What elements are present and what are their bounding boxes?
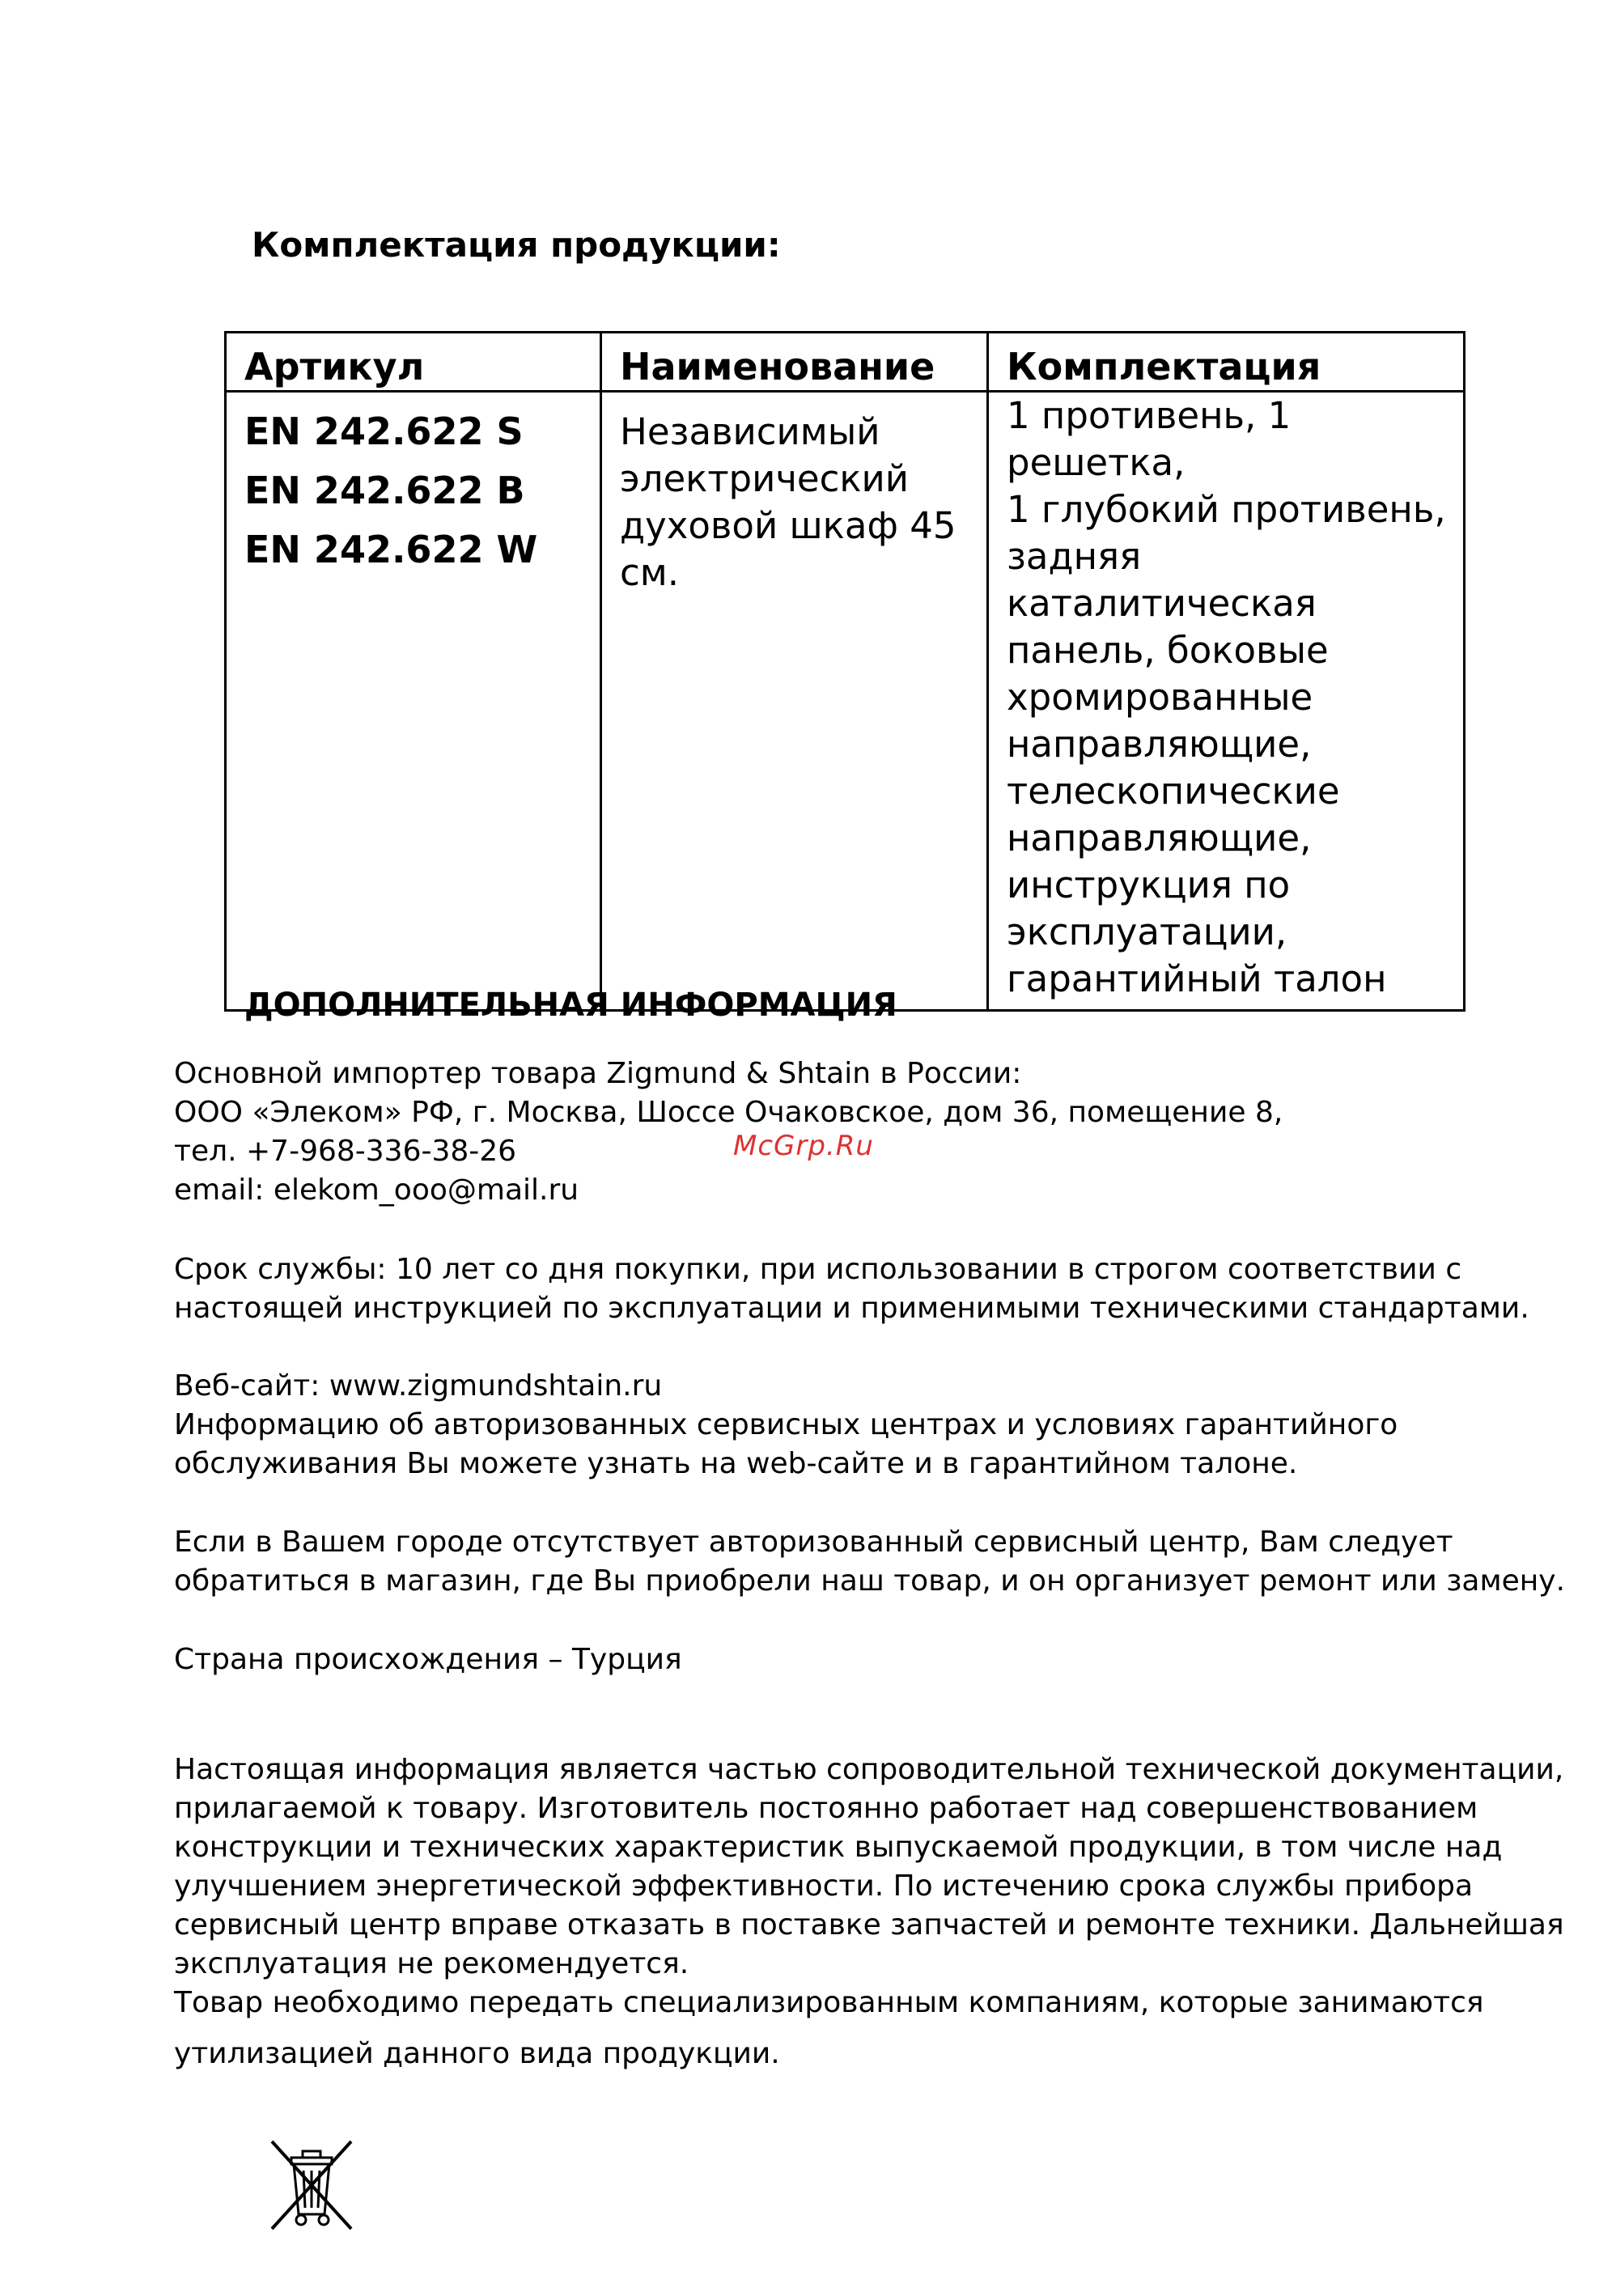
website-line: обслуживания Вы можете узнать на web-сайте и в гарантийном талоне.	[174, 1447, 1298, 1480]
header-kit: Комплектация	[988, 333, 1465, 392]
country-of-origin: Страна происхождения – Турция	[174, 1643, 682, 1676]
kit-line: эксплуатации,	[1007, 910, 1287, 953]
service-life-line: настоящей инструкцией по эксплуатации и применимыми техническими стандартами.	[174, 1292, 1529, 1325]
importer-line: ООО «Элеком» РФ, г. Москва, Шоссе Очаковское, дом 36, помещение 8,	[174, 1096, 1283, 1129]
notice-line: утилизацией данного вида продукции.	[174, 2037, 780, 2070]
service-life-line: Срок службы: 10 лет со дня покупки, при использовании в строгом соответствии с	[174, 1253, 1462, 1286]
name-cell	[601, 392, 988, 1011]
article-code: EN 242.622 W	[244, 528, 538, 571]
section-title-equipment: Комплектация продукции:	[252, 225, 781, 265]
header-name: Наименование	[601, 333, 988, 392]
section-title-additional-info: ДОПОЛНИТЕЛЬНАЯ ИНФОРМАЦИЯ	[244, 987, 897, 1024]
name-line: духовой шкаф 45	[620, 504, 956, 547]
importer-email: email: elekom_ooo@mail.ru	[174, 1173, 579, 1207]
kit-line: направляющие,	[1007, 817, 1312, 859]
kit-line: 1 глубокий противень,	[1007, 488, 1446, 531]
equipment-table	[224, 331, 1465, 1012]
kit-line: гарантийный талон	[1007, 957, 1387, 1000]
notice-line: улучшением энергетической эффективности. По истечению срока службы прибора	[174, 1869, 1474, 1903]
kit-line: задняя каталитическая	[1007, 535, 1317, 625]
importer-line: Основной импортер товара Zigmund & Shtain в России:	[174, 1057, 1022, 1090]
importer-phone: тел. +7-968-336-38-26	[174, 1135, 517, 1168]
kit-cell	[988, 392, 1465, 1011]
no-service-line: Если в Вашем городе отсутствует авторизованный сервисный центр, Вам следует	[174, 1526, 1453, 1559]
notice-line: эксплуатация не рекомендуется.	[174, 1947, 689, 1980]
kit-line: направляющие,	[1007, 723, 1312, 766]
website-line: Информацию об авторизованных сервисных центрах и условиях гарантийного	[174, 1408, 1398, 1441]
article-code: EN 242.622 B	[244, 469, 525, 512]
notice-line: конструкции и технических характеристик выпускаемой продукции, в том числе над	[174, 1831, 1503, 1864]
notice-line: прилагаемой к товару. Изготовитель постоянно работает над совершенствованием	[174, 1792, 1478, 1825]
notice-line: Товар необходимо передать специализированным компаниям, которые занимаются	[174, 1986, 1484, 2019]
header-article: Артикул	[226, 333, 601, 392]
notice-line: сервисный центр вправе отказать в поставке запчастей и ремонте техники. Дальнейшая	[174, 1908, 1564, 1942]
kit-line: панель, боковые	[1007, 629, 1329, 672]
website-line: Веб-сайт: www.zigmundshtain.ru	[174, 1369, 663, 1403]
kit-line: хромированные	[1007, 676, 1313, 719]
name-line: см.	[620, 551, 679, 594]
kit-line: инструкция по	[1007, 864, 1291, 906]
kit-line: 1 противень, 1 решетка,	[1007, 394, 1292, 484]
no-service-line: обратиться в магазин, где Вы приобрели наш товар, и он организует ремонт или замену.	[174, 1564, 1566, 1598]
article-code: EN 242.622 S	[244, 410, 524, 453]
table-header-row	[226, 333, 1465, 392]
table-row	[226, 392, 1465, 1011]
name-line: электрический	[620, 457, 910, 500]
name-line: Независимый	[620, 410, 880, 453]
notice-line: Настоящая информация является частью сопроводительной технической документации,	[174, 1753, 1564, 1786]
crossed-out-wheelie-bin-icon	[267, 2137, 356, 2234]
watermark: McGrp.Ru	[733, 1130, 874, 1162]
kit-line: телескопические	[1007, 770, 1340, 813]
article-cell	[226, 392, 601, 1011]
